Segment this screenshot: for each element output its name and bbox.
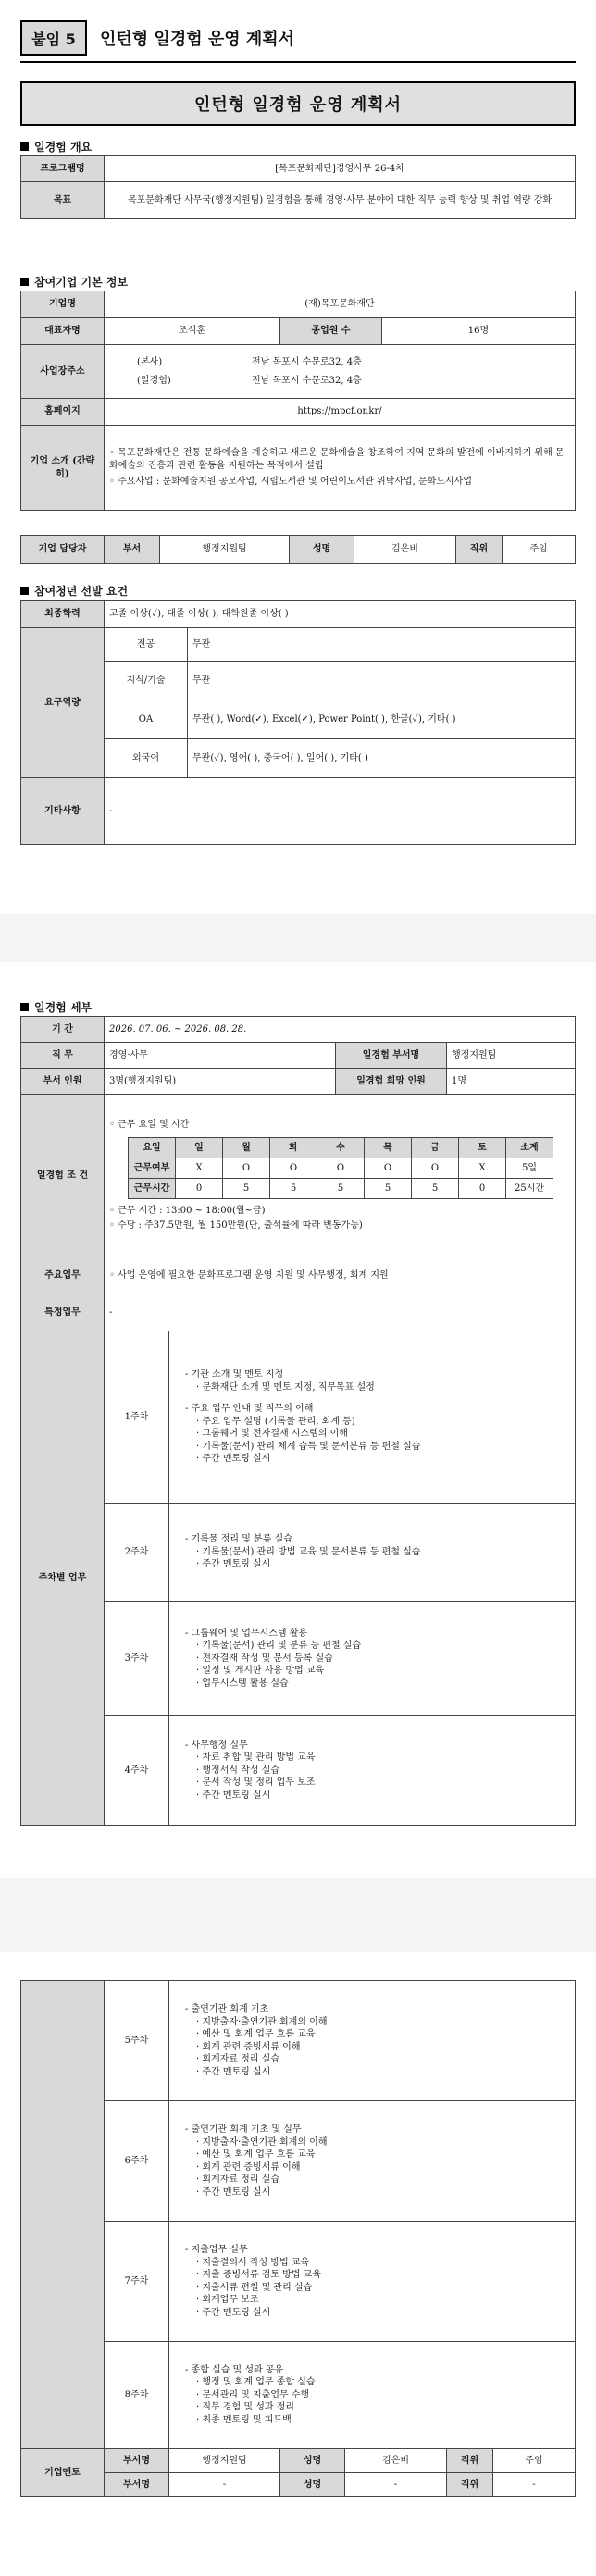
intro-label: 기업 소개 (간략히) bbox=[21, 426, 105, 511]
condition-cell bbox=[105, 1095, 576, 1257]
special-duty-value: - bbox=[105, 1294, 576, 1331]
hour-cell: 0 bbox=[459, 1178, 506, 1198]
mentor2-pos: - bbox=[493, 2473, 576, 2497]
week-line: · 지방출자·출연기관 회계의 이해 bbox=[196, 2016, 328, 2027]
hq-tag: (본사) bbox=[137, 357, 163, 367]
mentor2-name-label: 성명 bbox=[280, 2473, 345, 2497]
ceo-value: 조석훈 bbox=[105, 318, 280, 345]
week-label: 8주차 bbox=[105, 2342, 169, 2449]
manager-label: 기업 담당자 bbox=[21, 536, 105, 564]
day-header: 일 bbox=[176, 1137, 223, 1158]
week-line: · 주요 업무 설명 (기록물 관리, 회계 등) bbox=[196, 1416, 355, 1427]
work-tag: (일경험) bbox=[137, 375, 171, 386]
period-value: 2026. 07. 06. ~ 2026. 08. 28. bbox=[105, 1017, 576, 1043]
week-line: · 주간 멘토링 실시 bbox=[196, 2307, 271, 2318]
condition-head: ◦ 근무 요일 및 시간 bbox=[109, 1120, 190, 1131]
page-gap bbox=[0, 1908, 596, 1952]
mentor2-name: - bbox=[345, 2473, 447, 2497]
week-line: - 기록물 정리 및 분류 실습 bbox=[185, 1534, 292, 1545]
manager-table bbox=[20, 535, 576, 564]
hour-row-label: 근무시간 bbox=[129, 1178, 176, 1198]
address-label: 사업장주소 bbox=[21, 345, 105, 399]
goal-label: 목표 bbox=[21, 182, 105, 219]
week-line: · 기록물(문서) 관리 방법 교육 및 문서분류 등 편철 실습 bbox=[196, 1546, 421, 1557]
section-company: 참여기업 기본 정보 bbox=[20, 274, 128, 290]
header-rule bbox=[20, 61, 576, 63]
major-value: 무관 bbox=[188, 628, 576, 662]
week-3-cell bbox=[169, 1602, 576, 1716]
week-6-cell bbox=[169, 2101, 576, 2222]
capability-label: 요구역량 bbox=[21, 628, 105, 778]
count-label: 부서 인원 bbox=[21, 1069, 105, 1095]
mentor-pos-label: 직위 bbox=[447, 2449, 493, 2473]
intro-cell bbox=[105, 426, 576, 511]
week-line: - 기관 소개 및 멘토 지정 bbox=[185, 1369, 284, 1381]
skill-label: 지식/기술 bbox=[105, 662, 188, 700]
header-title: 인턴형 일경험 운영 계획서 bbox=[100, 30, 295, 49]
skill-value: 무관 bbox=[188, 662, 576, 700]
week-line: · 일정 및 게시판 사용 방법 교육 bbox=[196, 1666, 325, 1677]
day-header: 금 bbox=[412, 1137, 459, 1158]
hour-cell: 25시간 bbox=[506, 1178, 553, 1198]
attachment-badge: 붙임 5 bbox=[20, 20, 87, 56]
work-cell: O bbox=[223, 1158, 270, 1178]
week-line: · 기록물(문서) 관리 체계 습득 및 문서분류 등 편철 실습 bbox=[196, 1441, 421, 1452]
special-duty-label: 특정업무 bbox=[21, 1294, 105, 1331]
mentor-pos: 주임 bbox=[493, 2449, 576, 2473]
week-label: 2주차 bbox=[105, 1504, 169, 1602]
week-8-cell bbox=[169, 2342, 576, 2449]
hour-cell: 0 bbox=[176, 1178, 223, 1198]
manager-pos-label: 직위 bbox=[456, 536, 503, 564]
language-label: 외국어 bbox=[105, 739, 188, 778]
week-line: · 지출서류 편철 및 관리 실습 bbox=[196, 2282, 313, 2293]
edu-value: 고졸 이상(✓), 대졸 이상( ), 대학원졸 이상( ) bbox=[105, 601, 576, 628]
square-bullet-icon bbox=[20, 1003, 29, 1011]
page-gap bbox=[0, 914, 596, 962]
week-5-cell bbox=[169, 1981, 576, 2101]
mentor2-dept-label: 부서명 bbox=[105, 2473, 169, 2497]
company-name-label: 기업명 bbox=[21, 291, 105, 318]
work-row-label: 근무여부 bbox=[129, 1158, 176, 1178]
dept-value: 행정지원팀 bbox=[447, 1043, 576, 1069]
document-title: 인턴형 일경험 운영 계획서 bbox=[20, 81, 576, 126]
week-line: · 주간 멘토링 실시 bbox=[196, 1454, 271, 1465]
work-cell: 5일 bbox=[506, 1158, 553, 1178]
week-line: · 회계 관련 증빙서류 이해 bbox=[196, 2161, 301, 2173]
week-line: · 회계자료 정리 실습 bbox=[196, 2054, 279, 2064]
day-header: 목 bbox=[365, 1137, 412, 1158]
week-line: - 출연기관 회계 기초 및 실무 bbox=[185, 2124, 302, 2135]
section-requirements: 참여청년 선발 요건 bbox=[20, 583, 128, 599]
week-7-cell bbox=[169, 2222, 576, 2342]
week-label: 4주차 bbox=[105, 1716, 169, 1826]
week-line: · 예산 및 회계 업무 흐름 교육 bbox=[196, 2029, 316, 2039]
work-cell: X bbox=[459, 1158, 506, 1178]
week-line: · 문화재단 소개 및 멘토 지정, 직무목표 설정 bbox=[196, 1381, 375, 1393]
week-line: · 예산 및 회계 업무 흐름 교육 bbox=[196, 2149, 316, 2160]
section-detail: 일경험 세부 bbox=[20, 999, 92, 1015]
week-label: 6주차 bbox=[105, 2101, 169, 2222]
requirements-table bbox=[20, 600, 576, 845]
week-line: · 최종 멘토링 및 피드백 bbox=[196, 2414, 292, 2425]
condition-label: 일경험 조 건 bbox=[21, 1095, 105, 1257]
weekly-label: 주차별 업무 bbox=[21, 1331, 105, 1826]
work-cell: X bbox=[176, 1158, 223, 1178]
condition-time: ◦ 근무 시간 : 13:00 ~ 18:00(월~금) bbox=[109, 1205, 266, 1216]
week-line: · 업무시스템 활용 실습 bbox=[196, 1678, 289, 1689]
week-line: · 지출결의서 작성 방법 교육 bbox=[196, 2257, 310, 2268]
week-line: · 기록물(문서) 관리 및 분류 등 편철 실습 bbox=[196, 1641, 362, 1652]
edu-label: 최종학력 bbox=[21, 601, 105, 628]
mentor2-pos-label: 직위 bbox=[447, 2473, 493, 2497]
manager-dept-label: 부서 bbox=[105, 536, 160, 564]
week-4-cell bbox=[169, 1716, 576, 1826]
weekly-table-continued bbox=[20, 1980, 576, 2497]
oa-label: OA bbox=[105, 700, 188, 739]
week-line: - 종합 실습 및 성과 공유 bbox=[185, 2364, 284, 2375]
week-line: · 주간 멘토링 실시 bbox=[196, 2066, 271, 2077]
week-line: · 전자결재 작성 및 문서 등록 실습 bbox=[196, 1653, 333, 1664]
schedule-table bbox=[128, 1137, 553, 1199]
mentor-name-label: 성명 bbox=[280, 2449, 345, 2473]
homepage-link[interactable]: https://mpcf.or.kr/ bbox=[105, 399, 576, 426]
etc-label: 기타사항 bbox=[21, 778, 105, 845]
mentor-name: 김은비 bbox=[345, 2449, 447, 2473]
want-value: 1명 bbox=[447, 1069, 576, 1095]
day-header: 수 bbox=[317, 1137, 365, 1158]
hour-cell: 5 bbox=[317, 1178, 365, 1198]
week-line: · 주간 멘토링 실시 bbox=[196, 2186, 271, 2198]
goal-value: 목포문화재단 사무국(행정지원팀) 일경험을 통해 경영·사무 분야에 대한 직무 능력 향상 및 취업 역량 강화 bbox=[105, 182, 576, 219]
day-header: 화 bbox=[270, 1137, 317, 1158]
main-duty-label: 주요업무 bbox=[21, 1257, 105, 1294]
overview-table bbox=[20, 155, 576, 219]
square-bullet-icon bbox=[20, 142, 29, 151]
main-duty-value: ◦ 사업 운영에 필요한 문화프로그램 운영 지원 및 사무행정, 회계 지원 bbox=[105, 1257, 576, 1294]
week-line: · 회계업무 보조 bbox=[196, 2295, 259, 2305]
work-cell: O bbox=[317, 1158, 365, 1178]
hour-cell: 5 bbox=[412, 1178, 459, 1198]
weekly-label-cont bbox=[21, 1981, 105, 2449]
work-cell: O bbox=[270, 1158, 317, 1178]
mentor2-dept: - bbox=[169, 2473, 280, 2497]
week-line: - 그룹웨어 및 업무시스템 활용 bbox=[185, 1628, 308, 1639]
company-table bbox=[20, 291, 576, 511]
homepage-label: 홈페이지 bbox=[21, 399, 105, 426]
major-label: 전공 bbox=[105, 628, 188, 662]
page-gap bbox=[0, 1878, 596, 1908]
week-line: - 사무행정 실무 bbox=[185, 1740, 248, 1751]
hq-address: 전남 목포시 수문로32, 4층 bbox=[252, 357, 362, 367]
period-label: 기 간 bbox=[21, 1017, 105, 1043]
week-label: 7주차 bbox=[105, 2222, 169, 2342]
week-label: 1주차 bbox=[105, 1331, 169, 1504]
ceo-label: 대표자명 bbox=[21, 318, 105, 345]
week-2-cell bbox=[169, 1504, 576, 1602]
manager-name: 김은비 bbox=[354, 536, 456, 564]
duty-value: 경영·사무 bbox=[105, 1043, 336, 1069]
week-line: · 자료 취합 및 관리 방법 교육 bbox=[196, 1752, 316, 1764]
intro-line-1: ◦ 목포문화재단은 전통 문화예술을 계승하고 새로운 문화예술을 창조하여 지역 문화의 발전에 이바지하기 위해 문화예술의 진흥과 관련 활동을 지원하는 목적에서 설립 bbox=[109, 448, 565, 471]
week-line: - 주요 업무 안내 및 직무의 이해 bbox=[185, 1404, 314, 1415]
employee-value: 16명 bbox=[382, 318, 576, 345]
week-line: · 문서 작성 및 정리 업무 보조 bbox=[196, 1777, 316, 1789]
week-line: · 회계 관련 증빙서류 이해 bbox=[196, 2041, 301, 2052]
doc-header bbox=[20, 20, 294, 56]
week-line: · 문서관리 및 지출업무 수행 bbox=[196, 2389, 310, 2400]
manager-dept: 행정지원팀 bbox=[160, 536, 290, 564]
hour-cell: 5 bbox=[365, 1178, 412, 1198]
duty-label: 직 무 bbox=[21, 1043, 105, 1069]
hour-cell: 5 bbox=[223, 1178, 270, 1198]
program-value: [목포문화재단]경영사무 26-4차 bbox=[105, 156, 576, 182]
week-line: · 그룹웨어 및 전자결재 시스템의 이해 bbox=[196, 1429, 348, 1440]
company-name: (재)목포문화재단 bbox=[105, 291, 576, 318]
dept-label: 일경험 부서명 bbox=[336, 1043, 447, 1069]
week-label: 5주차 bbox=[105, 1981, 169, 2101]
language-value: 무관(✓), 영어( ), 중국어( ), 일어( ), 기타( ) bbox=[188, 739, 576, 778]
week-line: · 지출 증빙서류 검토 방법 교육 bbox=[196, 2270, 321, 2280]
week-line: · 주간 멘토링 실시 bbox=[196, 1559, 271, 1570]
week-line: - 지출업무 실무 bbox=[185, 2245, 248, 2255]
mentor-dept: 행정지원팀 bbox=[169, 2449, 280, 2473]
work-address: 전남 목포시 수문로32, 4층 bbox=[252, 375, 362, 386]
manager-pos: 주임 bbox=[503, 536, 576, 564]
mentor-label: 기업멘토 bbox=[21, 2449, 105, 2497]
employee-label: 종업원 수 bbox=[280, 318, 382, 345]
page-3 bbox=[0, 1908, 596, 2576]
week-line: · 행정 및 회계 업무 종합 실습 bbox=[196, 2377, 316, 2388]
manager-name-label: 성명 bbox=[290, 536, 354, 564]
day-header: 소계 bbox=[506, 1137, 553, 1158]
want-label: 일경험 희망 인원 bbox=[336, 1069, 447, 1095]
address-cell bbox=[105, 345, 576, 399]
square-bullet-icon bbox=[20, 587, 29, 595]
week-label: 3주차 bbox=[105, 1602, 169, 1716]
condition-pay: ◦ 수당 : 주37.5만원, 월 150만원(단, 출석률에 따라 변동가능) bbox=[109, 1220, 363, 1232]
week-line: - 출연기관 회계 기초 bbox=[185, 2004, 269, 2014]
page-1 bbox=[0, 0, 596, 914]
hour-cell: 5 bbox=[270, 1178, 317, 1198]
week-line: · 지방출자·출연기관 회계의 이해 bbox=[196, 2136, 328, 2148]
day-header: 토 bbox=[459, 1137, 506, 1158]
week-line bbox=[174, 1393, 570, 1403]
page-2 bbox=[0, 914, 596, 1908]
week-1-cell bbox=[169, 1331, 576, 1504]
day-header: 요일 bbox=[129, 1137, 176, 1158]
day-header: 월 bbox=[223, 1137, 270, 1158]
week-line: · 회계자료 정리 실습 bbox=[196, 2174, 279, 2185]
mentor-dept-label: 부서명 bbox=[105, 2449, 169, 2473]
count-value: 3명(행정지원팀) bbox=[105, 1069, 336, 1095]
square-bullet-icon bbox=[20, 278, 29, 286]
detail-table bbox=[20, 1016, 576, 1826]
oa-value: 무관( ), Word(✓), Excel(✓), Power Point( ), 한글(✓), 기타( ) bbox=[188, 700, 576, 739]
work-cell: O bbox=[365, 1158, 412, 1178]
week-line: · 행정서식 작성 실습 bbox=[196, 1765, 279, 1776]
work-cell: O bbox=[412, 1158, 459, 1178]
week-line: · 주간 멘토링 실시 bbox=[196, 1790, 271, 1801]
week-line: · 직무 경험 및 성과 정리 bbox=[196, 2402, 295, 2413]
program-label: 프로그램명 bbox=[21, 156, 105, 182]
intro-line-2: ◦ 주요사업 : 문화예술지원 공모사업, 시립도서관 및 어린이도서관 위탁사업, 문화도시사업 bbox=[109, 477, 472, 488]
section-overview: 일경험 개요 bbox=[20, 139, 92, 155]
etc-value: - bbox=[105, 778, 576, 845]
